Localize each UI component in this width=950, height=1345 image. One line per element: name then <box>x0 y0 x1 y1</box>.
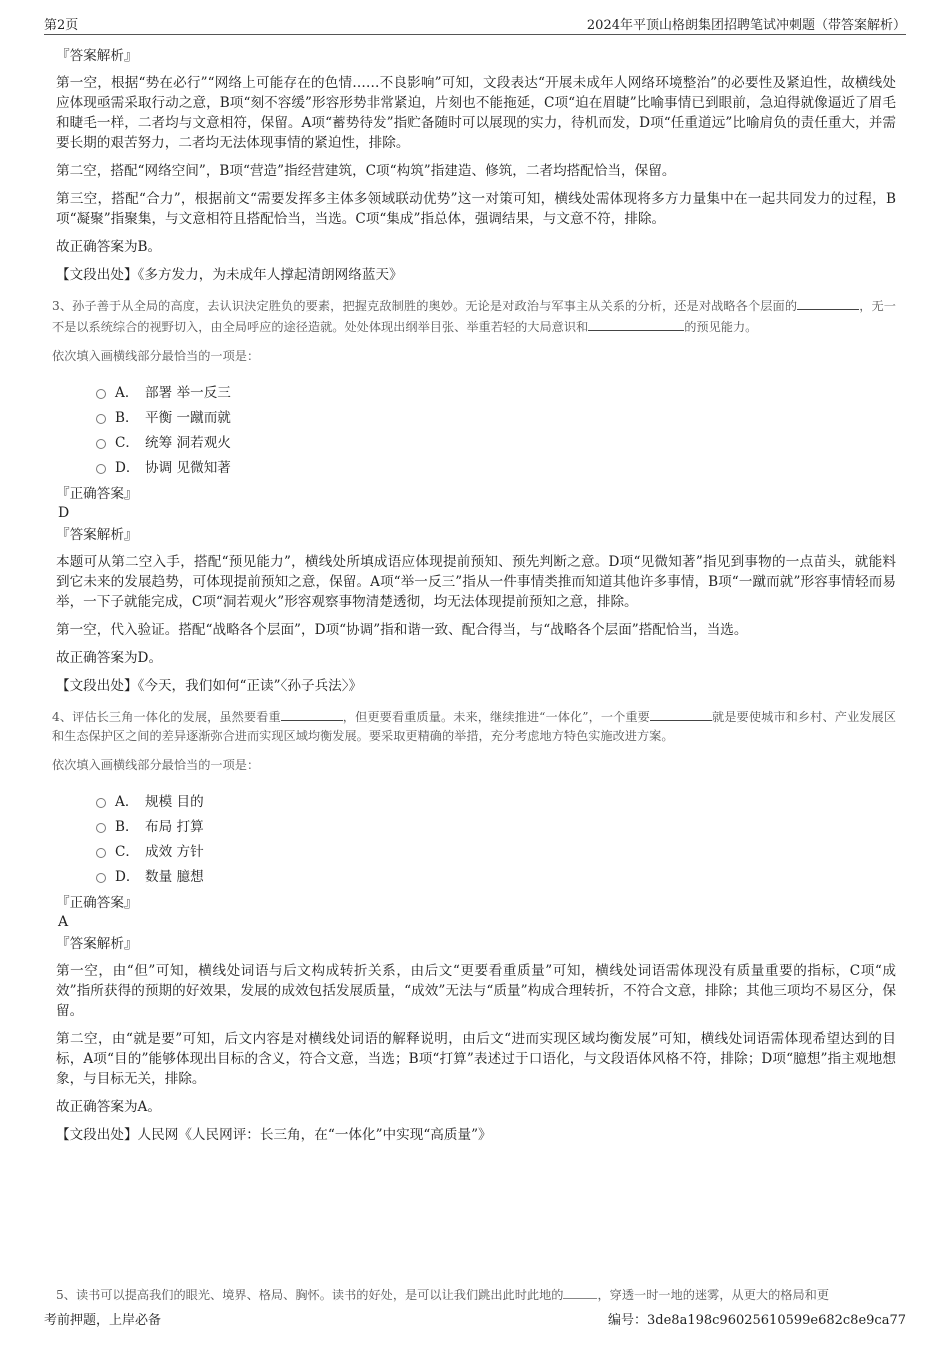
page-header <box>44 12 906 35</box>
option-c[interactable]: C． 成效 方针 <box>96 837 896 862</box>
question-3-stem: 3、孙子善于从全局的高度，去认识決定胜负的要素，把握克敌制胜的奥妙。无论是对政治与军事主从关系的分析，还是对战略各个层面的 ，无一不是以系统综合的视野切入，由全局呼应的途径造就。处处体现出纲举目张、举重若轻的大局意识和 的预见能力。 <box>52 295 896 337</box>
radio-icon[interactable] <box>96 414 106 424</box>
blank <box>797 295 859 310</box>
document-title: 2024年平顶山格朗集团招聘笔试冲刺题（带答案解析） <box>586 18 906 33</box>
correct-answer-label: 『正确答案』 <box>56 486 138 502</box>
q3-conclusion: 故正确答案为D。 <box>56 650 163 666</box>
q4-analysis-para1: 第一空，由“但”可知，横线处词语与后文构成转折关系，由后文“更要看重质量”可知，横线处词语需体现没有质量重要的指标，C项“成效”指所获得的预期的好效果，发展的成效包括发展质量，“成效”无法与“质量”构成合理转折，不符合文意，排除；其他三项均不易区分，保留。 <box>56 963 896 1019</box>
q2-analysis-para1: 第一空，根据“势在必行”“网络上可能存在的色情……不良影响”可知，文段表达“开展未成年人网络环境整治”的必要性及紧迫性，故横线处应体现亟需采取行动之意，B项“刻不容缓”形容形势非常紧迫，片刻也不能拖延，C项“迫在眉睫”比喻事情已到眼前，急迫得就像逼近了眉毛和睫毛一样，二者均与文意相符，保留。A项“蓄势待发”指贮备随时可以展现的实力，待机而发，D项“任重道远”比喻肩负的责任重大，并需要长期的艰苦努力，二者均无法体现事情的紧迫性，排除。 <box>56 75 896 151</box>
radio-icon[interactable] <box>96 848 106 858</box>
q3-source: 【文段出处】《今天，我们如何“正读”〈孙子兵法〉》 <box>56 678 363 694</box>
question-4-stem: 4、评估长三角一体化的发展，虽然要看重 ，但更要看重质量。未来，继续推进“一体化”，一个重要 就是要使城市和乡村、产业发展区和生态保护区之间的差异逐渐弥合进而实现区域均衡发展。要采取更精确的举措，充分考虑地方特色实施改进方案。 <box>52 706 896 746</box>
option-d[interactable]: D． 协调 见微知著 <box>96 453 896 478</box>
option-d[interactable]: D． 数量 臆想 <box>96 862 896 887</box>
question-3-options <box>96 378 896 478</box>
radio-icon[interactable] <box>96 873 106 883</box>
radio-icon[interactable] <box>96 798 106 808</box>
radio-icon[interactable] <box>96 464 106 474</box>
option-b[interactable]: B． 平衡 一蹴而就 <box>96 403 896 428</box>
option-a[interactable]: A． 规模 目的 <box>96 787 896 812</box>
analysis-label: 『答案解析』 <box>56 527 138 543</box>
blank <box>563 1284 597 1299</box>
question-4-answer: A <box>58 914 69 930</box>
analysis-label: 『答案解析』 <box>56 48 138 64</box>
footer-slogan: 考前押题，上岸必备 <box>44 1313 162 1328</box>
blank <box>650 706 712 721</box>
correct-answer-label: 『正确答案』 <box>56 895 138 911</box>
option-a[interactable]: A． 部署 举一反三 <box>96 378 896 403</box>
analysis-label: 『答案解析』 <box>56 936 138 952</box>
q2-conclusion: 故正确答案为B。 <box>56 239 162 255</box>
question-4-prompt: 依次填入画横线部分最恰当的一项是： <box>52 758 260 772</box>
q2-analysis-para3: 第三空，搭配“合力”，根据前文“需要发挥多主体多领域联动优势”这一对策可知，横线处需体现将多方力量集中在一起共同发力的过程，B项“凝聚”指聚集，与文意相符且搭配恰当，当选。C项“集成”指总体，强调结果，与文意不符，排除。 <box>56 191 896 227</box>
page-number: 第2页 <box>44 18 79 33</box>
q2-analysis-para2: 第二空，搭配“网络空间”，B项“营造”指经营建筑，C项“构筑”指建造、修筑，二者均搭配恰当，保留。 <box>56 163 676 179</box>
option-c[interactable]: C． 统筹 洞若观火 <box>96 428 896 453</box>
q2-source: 【文段出处】《多方发力，为未成年人撑起清朗网络蓝天》 <box>56 267 403 283</box>
q4-conclusion: 故正确答案为A。 <box>56 1099 161 1115</box>
q4-source: 【文段出处】人民网《人民网评：长三角，在“一体化”中实现“高质量”》 <box>56 1127 492 1143</box>
radio-icon[interactable] <box>96 389 106 399</box>
radio-icon[interactable] <box>96 439 106 449</box>
option-b[interactable]: B． 布局 打算 <box>96 812 896 837</box>
q4-analysis-para2: 第二空，由“就是要”可知，后文内容是对横线处词语的解释说明，由后文“进而实现区域均衡发展”可知，横线处词语需体现希望达到的目标，A项“目的”能够体现出目标的含义，符合文意，当选；B项“打算”表述过于口语化，与文段语体风格不符，排除；D项“臆想”指主观地想象，与目标无关，排除。 <box>56 1031 896 1087</box>
document-body <box>52 46 896 1155</box>
q3-analysis-para2: 第一空，代入验证。搭配“战略各个层面”，D项“协调”指和谐一致、配合得当，与“战略各个层面”搭配恰当，当选。 <box>56 622 748 638</box>
q3-analysis-para1: 本题可从第二空入手，搭配“预见能力”，横线处所填成语应体现提前预知、预先判断之意。D项“见微知著”指见到事物的一点苗头，就能料到它未来的发展趋势，可体现提前预知之意，保留。A项“举一反三”指从一件事情类推而知道其他许多事情，B项“一蹴而就”形容事情轻而易举，一下子就能完成，C项“洞若观火”形容观察事物清楚透彻，均无法体现提前预知之意，排除。 <box>56 554 896 610</box>
question-5-stem: 5、读书可以提高我们的眼光、境界、格局、胸怀。读书的好处，是可以让我们跳出此时此地的 ，穿透一时一地的迷雾，从更大的格局和更 <box>56 1284 896 1305</box>
question-3-answer: D <box>58 505 70 521</box>
blank <box>588 316 684 331</box>
radio-icon[interactable] <box>96 823 106 833</box>
question-3-prompt: 依次填入画横线部分最恰当的一项是： <box>52 349 260 363</box>
blank <box>281 706 343 721</box>
document-code: 编号：3de8a198c96025610599e682c8e9ca77 <box>608 1313 906 1328</box>
question-4-options <box>96 787 896 887</box>
